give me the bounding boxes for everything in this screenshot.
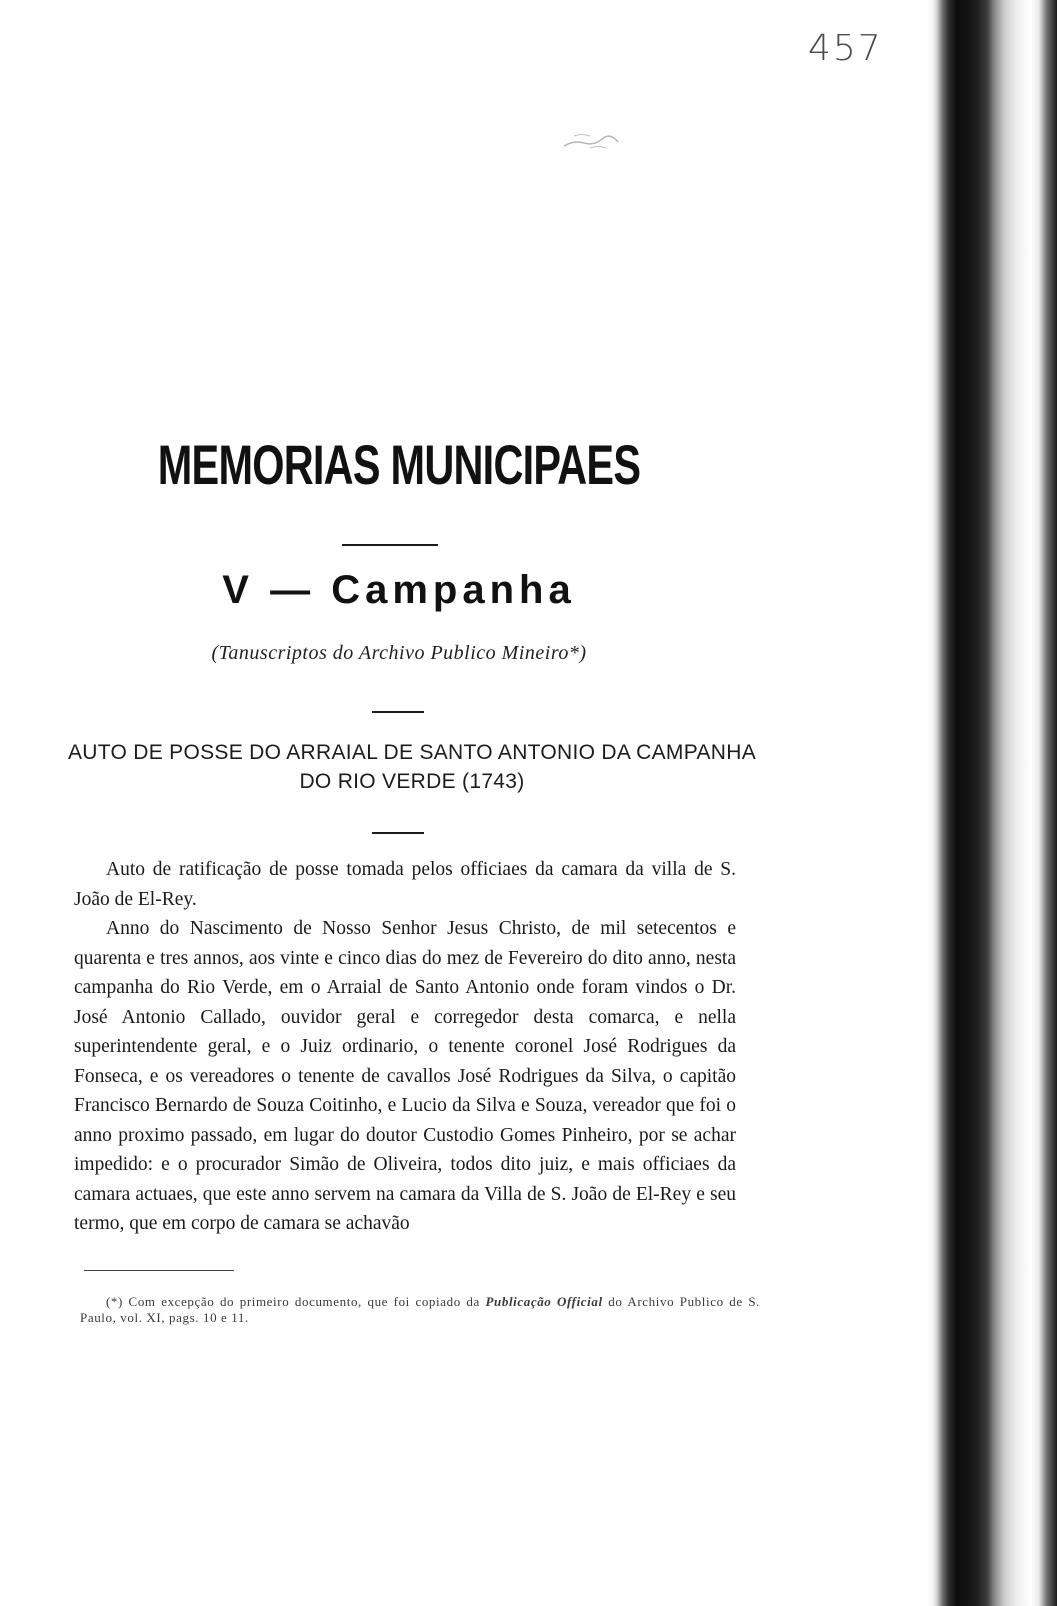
book-binding-edge [927, 0, 1057, 1606]
footnote-divider [84, 1270, 234, 1271]
heading-line-2: DO RIO VERDE (1743) [299, 770, 525, 793]
heading-line-1: AUTO DE POSSE DO ARRAIAL DE SANTO ANTONIO DA CAMPANHA [67, 741, 757, 764]
footnote-publication: Publicação Official [485, 1294, 603, 1309]
title-divider [342, 544, 438, 546]
document-heading [62, 738, 762, 796]
section-title: MEMORIAS MUNICIPAES [157, 433, 641, 496]
page-number: 457 [808, 28, 883, 69]
paragraph: Auto de ratificação de posse tomada pelos officiaes da camara da villa de S. João de El-Rey. [74, 859, 736, 910]
ink-smudge [560, 130, 620, 152]
heading-divider [372, 832, 424, 834]
subtitle-divider [372, 711, 424, 713]
chapter-title: V — Campanha [222, 568, 576, 612]
footnote [80, 1294, 760, 1326]
subtitle: (Tanuscriptos do Archivo Publico Mineiro*) [211, 642, 587, 664]
body-text [74, 855, 736, 1239]
footnote-text: (*) Com excepção do primeiro documento, que foi copiado da [106, 1294, 486, 1309]
footnote-text-end: do Archivo Publico de S. Paulo, vol. XI, pags. 10 e 11. [80, 1294, 761, 1325]
paragraph: Anno do Nascimento de Nosso Senhor Jesus Christo, de mil setecentos e quarenta e tres annos, aos vinte e cinco dias do mez de Fevereiro do dito anno, nesta campanha do Rio Verde, em o Arraial de Santo Antonio onde foram vindos o Dr. José Antonio Callado, ouvidor geral e corregedor desta comarca, e nella superintendente geral, e o Juiz ordinario, o tenente coronel José Rodrigues da Fonseca, e os vereadores o tenente de cavallos José Rodrigues da Silva, o capitão Francisco Bernardo de Souza Coitinho, e Lucio da Silva e Souza, vereador que foi o anno proximo passado, em lugar do doutor Custodio Gomes Pinheiro, por se achar impedido: e o procurador Simão de Oliveira, todos dito juiz, e mais officiaes da camara actuaes, que este anno servem na camara da Villa de S. João de El-Rey e seu termo, que em corpo de camara se achavão [74, 918, 736, 1234]
